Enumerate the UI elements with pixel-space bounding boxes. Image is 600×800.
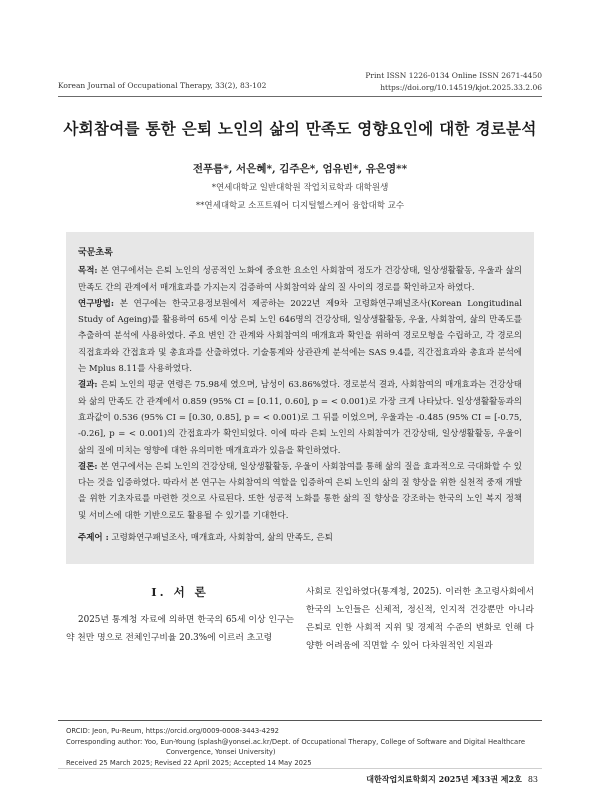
body-right-column xyxy=(306,583,534,655)
abstract-box xyxy=(66,232,534,564)
result-label: 결과: xyxy=(78,380,98,391)
author-list: 전푸름*, 서은혜*, 김주은*, 엄유빈*, 유은영** xyxy=(192,163,408,175)
abstract-heading: 국문초록 xyxy=(78,248,113,258)
abstract-keywords xyxy=(78,530,522,546)
footer-journal-name: 대한작업치료학회지 2025년 제33권 제2호 xyxy=(366,774,522,784)
abstract-purpose xyxy=(78,263,522,296)
intro-paragraph-right: 사회로 진입하였다(통계청, 2025). 이러한 초고령사회에서 한국의 노인들은 신체적, 정신적, 인지적 건강뿐만 아니라 은퇴로 인한 사회적 지위 및 경제적 수준의 변화로 인해 다양한 어려움에 직면할 수 있어 다차원적인 지원과 xyxy=(306,587,534,651)
affiliation-1: *연세대학교 일반대학원 작업치료학과 대학원생 xyxy=(211,183,389,193)
abstract-conclusion xyxy=(78,459,522,524)
intro-paragraph-left: 2025년 통계청 자료에 의하면 한국의 65세 이상 인구는 약 천만 명으로 전체인구비율 20.3%에 이르러 초고령 xyxy=(66,615,294,643)
corresponding-author-line: Corresponding author: Yoo, Eun-Young (splash@yonsei.ac.kr/Dept. of Occupational Therapy, College of Software and Digital Healthcare xyxy=(66,737,526,746)
corresponding-author-continued: Convergence, Yonsei University) xyxy=(166,748,276,756)
body-left-column xyxy=(66,583,294,647)
affiliation-2: **연세대학교 소프트웨어 디지털헬스케어 융합대학 교수 xyxy=(195,201,405,211)
abstract-result xyxy=(78,377,522,458)
purpose-label: 목적: xyxy=(78,266,98,277)
keywords-text: 고령화연구패널조사, 매개효과, 사회참여, 삶의 만족도, 은퇴 xyxy=(108,533,333,544)
journal-citation: Korean Journal of Occupational Therapy, 33(2), 83-102 xyxy=(58,81,267,90)
purpose-text: 본 연구에서는 은퇴 노인의 성공적인 노화에 중요한 요소인 사회참여 정도가 건강상태, 일상생활활동, 우울과 삶의 만족도 간의 관계에서 매개효과를 가지는지 검증하여 사회참여와 삶의 질 사이의 경로를 확인하고자 하였다. xyxy=(78,266,522,293)
conclusion-label: 결론: xyxy=(78,461,98,472)
abstract-method xyxy=(78,296,522,377)
submission-dates: Received 25 March 2025; Revised 22 April 2025; Accepted 14 May 2025 xyxy=(66,758,312,767)
footnote-divider xyxy=(58,720,542,721)
keywords-label: 주제어 : xyxy=(78,533,109,544)
issn-doi-block xyxy=(365,70,542,94)
section-heading-introduction: Ⅰ. 서 론 xyxy=(151,585,209,599)
conclusion-text: 본 연구에서는 은퇴 노인의 건강상태, 일상생활활동, 우울이 사회참여를 통해 삶의 질을 효과적으로 극대화할 수 있다는 것을 입증하였다. 따라서 본 연구는 사회참여의 역할을 입증하여 은퇴 노인의 삶의 질 향상을 위한 실천적 중재 개발을 위한 기초자료를 마련한 것으로 사료된다. 또한 성공적 노화를 통한 삶의 질 향상을 강조하는 한국의 노인 복지 정책 및 서비스에 대한 기반으로도 활용될 수 있기를 기대한다. xyxy=(78,461,522,521)
footnotes xyxy=(66,726,546,768)
doi-line[interactable]: https://doi.org/10.14519/kjot.2025.33.2.06 xyxy=(380,83,542,92)
header-divider xyxy=(58,96,542,97)
result-text: 은퇴 노인의 평균 연령은 75.98세 였으며, 남성이 63.86%였다. 경로분석 결과, 사회참여의 매개효과는 건강상태와 삶의 만족도 간 관계에서 0.859 (95% CI = [0.11, 0.60], p = < 0.001)로 가장 크게 나타났다. 일상생활활동과의 효과값이 0.536 (95% CI = [0.30, 0.85], p = < 0.001)로 그 뒤를 이었으며, 우울과는 -0.485 (95% CI = [-0.75, -0.26], p = < 0.001)의 간접효과가 확인되었다. 이에 따라 은퇴 노인의 사회참여가 건강상태, 일상생활활동, 우울이 삶의 질에 미치는 영향에 대한 유의미한 매개효과가 있음을 확인하였다. xyxy=(78,380,522,456)
method-label: 연구방법: xyxy=(78,298,114,309)
issn-line: Print ISSN 1226-0134 Online ISSN 2671-4450 xyxy=(365,71,542,80)
footer-divider xyxy=(58,768,542,769)
page-footer xyxy=(366,774,538,785)
orcid-line[interactable]: ORCID: Jeon, Pu-Reum, https://orcid.org/0009-0008-3443-4292 xyxy=(66,727,279,735)
page-number: 83 xyxy=(527,775,538,784)
paper-title: 사회참여를 통한 은퇴 노인의 삶의 만족도 영향요인에 대한 경로분석 xyxy=(63,119,537,138)
method-text: 본 연구에는 한국고용정보원에서 제공하는 2022년 제9차 고령화연구패널조사(Korean Longitudinal Study of Ageing)를 활용하여 65세 이상 은퇴 노인 646명의 건강상태, 일상생활활동, 우울, 사회참여, 삶의 만족도를 추출하여 분석에 사용하였다. 주요 변인 간 관계와 사회참여의 매개효과 확인을 위하여 경로모형을 수립하고, 각 경로의 직접효과와 간접효과 및 총효과를 산출하였다. 기술통계와 상관관계 분석에는 SAS 9.4를, 직간접효과와 총효과 분석에는 Mplus 8.11를 사용하였다. xyxy=(78,298,522,375)
